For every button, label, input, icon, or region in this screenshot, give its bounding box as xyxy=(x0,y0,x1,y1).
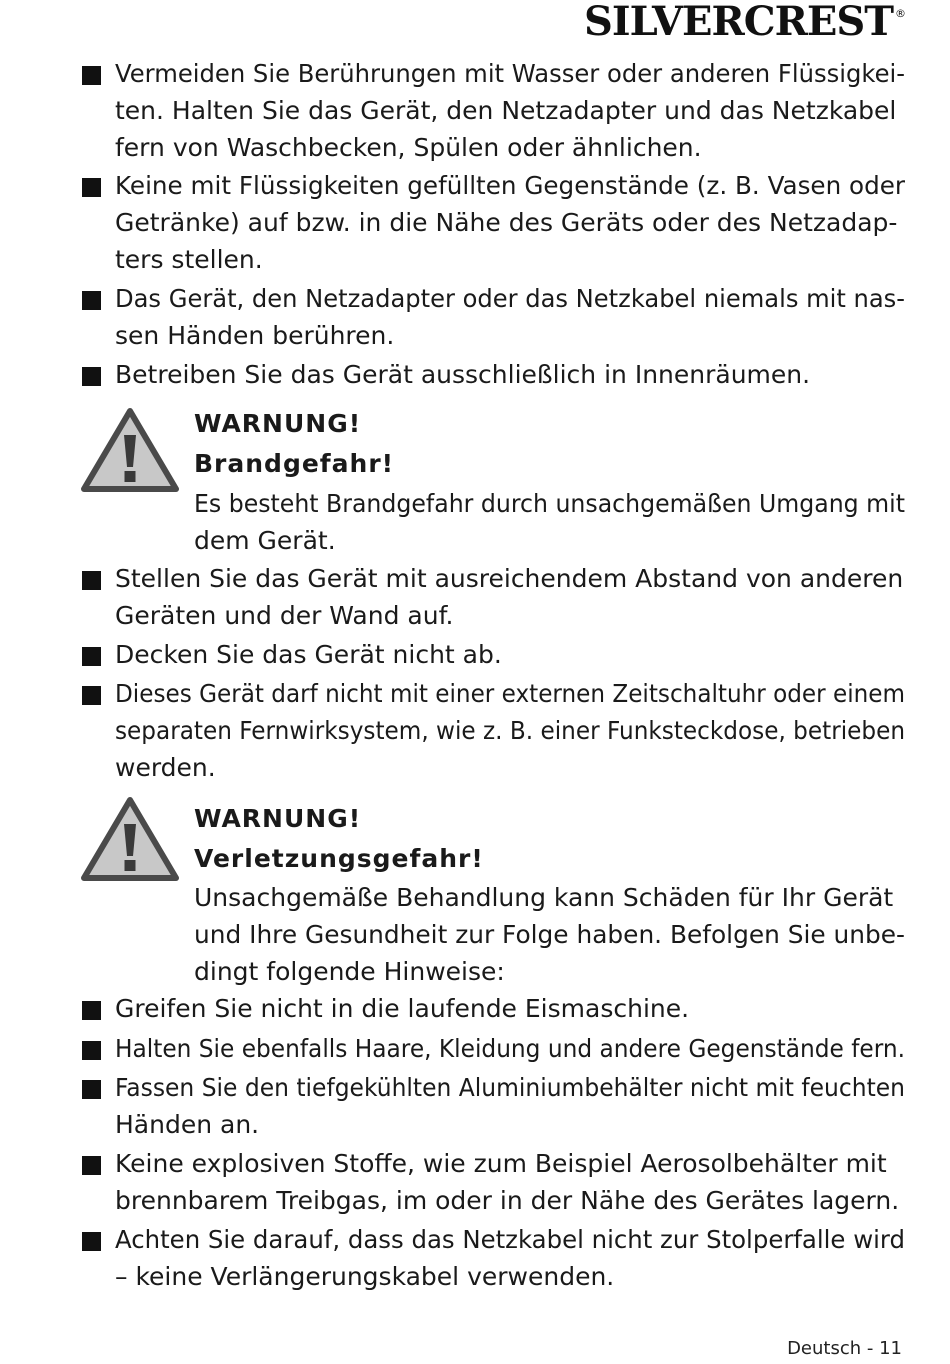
bullet-square-icon xyxy=(82,1001,101,1020)
bullet-text-line: – keine Verlängerungskabel verwenden. xyxy=(115,1262,615,1291)
page-number: Deutsch - 11 xyxy=(787,1338,902,1359)
bullet-text-line: Halten Sie ebenfalls Haare, Kleidung und andere Gegenstände fern. xyxy=(115,1034,906,1063)
bullet-square-icon xyxy=(82,571,101,590)
bullet-text-line: Decken Sie das Gerät nicht ab. xyxy=(115,640,502,669)
warning-subtitle: Brandgefahr! xyxy=(194,449,395,478)
bullet-text-line: Keine mit Flüssigkeiten gefüllten Gegenstände (z. B. Vasen oder xyxy=(115,171,906,200)
warning-text-line: und Ihre Gesundheit zur Folge haben. Befolgen Sie unbe- xyxy=(194,920,906,949)
bullet-text-line: ten. Halten Sie das Gerät, den Netzadapter und das Netzkabel xyxy=(115,96,897,125)
bullet-square-icon xyxy=(82,647,101,666)
warning-title: WARNUNG! xyxy=(194,804,362,833)
brand-name: SILVERCREST xyxy=(584,0,893,45)
bullet-text-line: Achten Sie darauf, dass das Netzkabel nicht zur Stolperfalle wird xyxy=(115,1225,906,1254)
bullet-text-line: ters stellen. xyxy=(115,245,263,274)
bullet-text-line: Vermeiden Sie Berührungen mit Wasser oder anderen Flüssigkei- xyxy=(115,59,906,88)
bullet-square-icon xyxy=(82,367,101,386)
bullet-text-line: Stellen Sie das Gerät mit ausreichendem Abstand von anderen xyxy=(115,564,904,593)
bullet-text-line: brennbarem Treibgas, im oder in der Nähe des Gerätes lagern. xyxy=(115,1186,900,1215)
bullet-text-line: Betreiben Sie das Gerät ausschließlich in Innenräumen. xyxy=(115,360,811,389)
bullet-square-icon xyxy=(82,1080,101,1099)
bullet-text-line: Keine explosiven Stoffe, wie zum Beispiel Aerosolbehälter mit xyxy=(115,1149,887,1178)
warning-text-line: dem Gerät. xyxy=(194,526,336,555)
warning-text-line: Es besteht Brandgefahr durch unsachgemäßen Umgang mit xyxy=(194,489,906,518)
bullet-text-line: separaten Fernwirksystem, wie z. B. einer Funksteckdose, betrieben xyxy=(115,716,906,745)
bullet-text-line: Greifen Sie nicht in die laufende Eismaschine. xyxy=(115,994,690,1023)
bullet-text-line: Getränke) auf bzw. in die Nähe des Geräts oder des Netzadap- xyxy=(115,208,898,237)
brand-logo xyxy=(584,0,906,44)
bullet-text-line: Fassen Sie den tiefgekühlten Aluminiumbehälter nicht mit feuchten xyxy=(115,1073,905,1102)
bullet-text-line: fern von Waschbecken, Spülen oder ähnlichen. xyxy=(115,133,702,162)
bullet-text-line: Dieses Gerät darf nicht mit einer externen Zeitschaltuhr oder einem xyxy=(115,679,906,708)
bullet-square-icon xyxy=(82,178,101,197)
warning-text-line: Unsachgemäße Behandlung kann Schäden für Ihr Gerät xyxy=(194,883,894,912)
bullet-square-icon xyxy=(82,66,101,85)
warning-subtitle: Verletzungsgefahr! xyxy=(194,844,484,873)
bullet-text-line: sen Händen berühren. xyxy=(115,321,395,350)
warning-triangle-icon xyxy=(80,796,180,882)
warning-title: WARNUNG! xyxy=(194,409,362,438)
bullet-square-icon xyxy=(82,1232,101,1251)
bullet-square-icon xyxy=(82,1041,101,1060)
bullet-square-icon xyxy=(82,291,101,310)
warning-text-line: dingt folgende Hinweise: xyxy=(194,957,505,986)
bullet-text-line: Händen an. xyxy=(115,1110,260,1139)
bullet-square-icon xyxy=(82,686,101,705)
bullet-text-line: Das Gerät, den Netzadapter oder das Netzkabel niemals mit nas- xyxy=(115,284,906,313)
bullet-text-line: werden. xyxy=(115,753,216,782)
registered-mark: ® xyxy=(895,7,906,20)
warning-triangle-icon xyxy=(80,407,180,493)
bullet-square-icon xyxy=(82,1156,101,1175)
bullet-text-line: Geräten und der Wand auf. xyxy=(115,601,454,630)
